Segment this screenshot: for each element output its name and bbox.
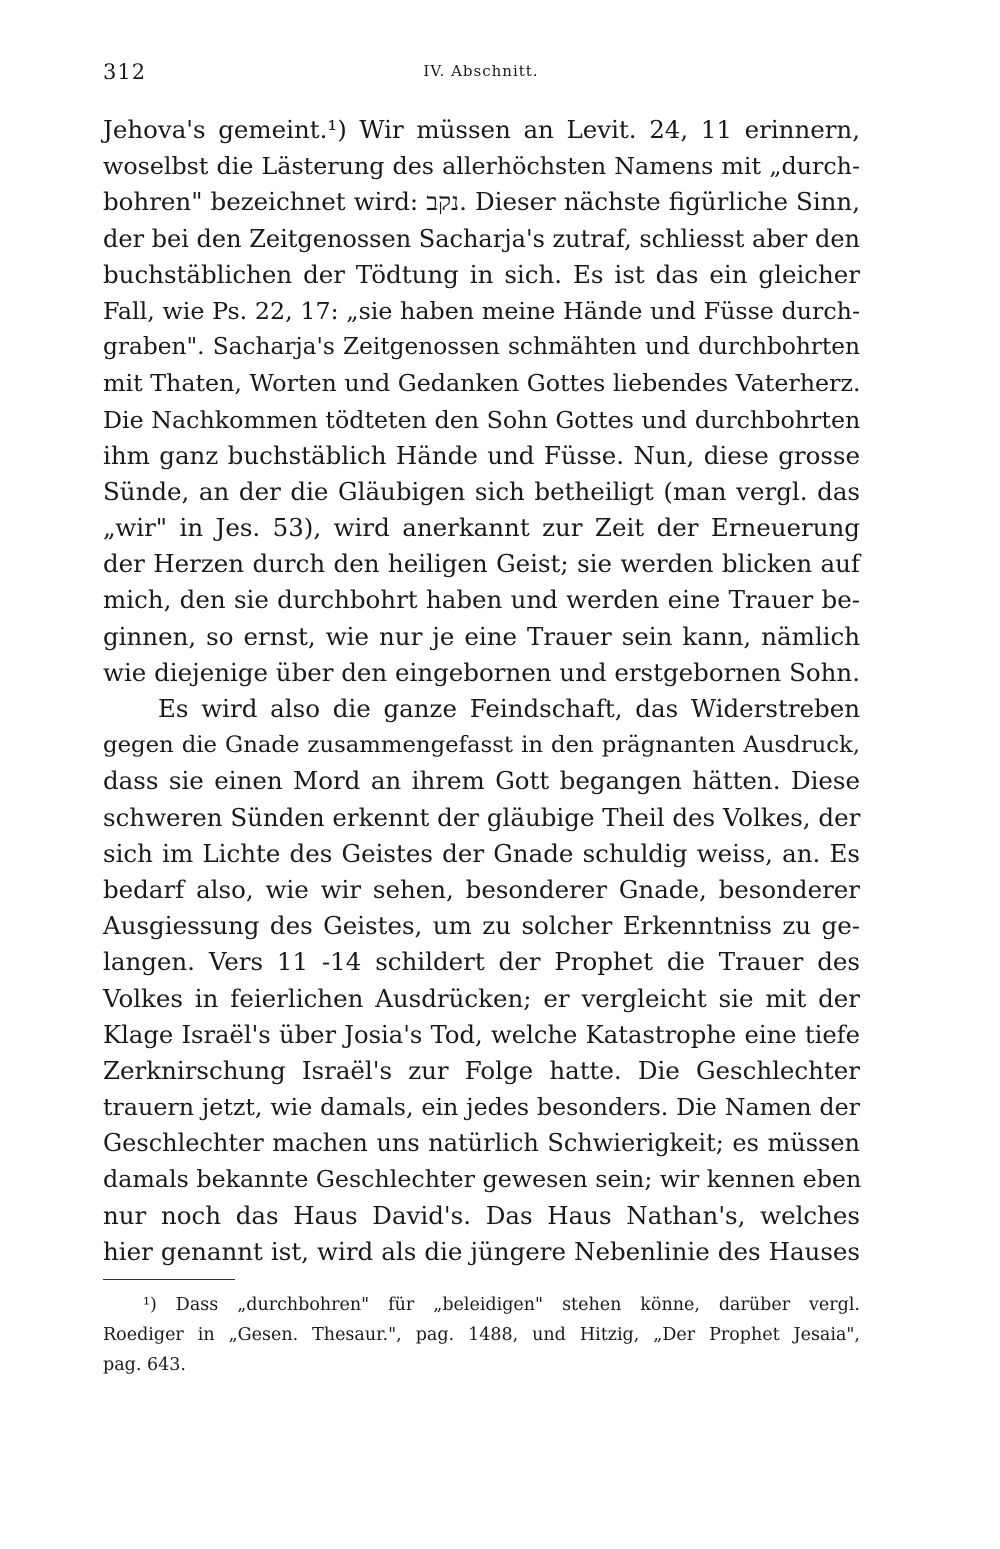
footnote-line: Roediger in „Gesen. Thesaur.", pag. 1488, und Hitzig, „Der Prophet Jesaia", xyxy=(103,1325,860,1345)
body-line: nur noch das Haus David's. Das Haus Nathan's, welches xyxy=(103,1200,860,1230)
body-line: trauern jetzt, wie damals, ein jedes besonders. Die Namen der xyxy=(103,1093,860,1122)
body-line: Jehova's gemeint.¹) Wir müssen an Levit. 24, 11 erinnern, xyxy=(103,115,860,144)
footnote-line: ¹) Dass „durchbohren" für „beleidigen" stehen könne, darüber vergl. xyxy=(143,1295,860,1315)
paragraph-end-line: wie diejenige über den eingebornen und erstgebornen Sohn. xyxy=(103,657,860,687)
paragraph-start-line: Es wird also die ganze Feindschaft, das Widerstreben xyxy=(158,694,860,723)
body-line: Ausgiessung des Geistes, um zu solcher Erkenntniss zu ge- xyxy=(103,911,860,941)
body-line: bohren" bezeichnet wird: נקב. Dieser nächste figürliche Sinn, xyxy=(103,187,861,217)
body-line: gegen die Gnade zusammengefasst in den prägnanten Ausdruck, xyxy=(103,732,860,759)
body-line: mit Thaten, Worten und Gedanken Gottes liebendes Vaterherz. xyxy=(103,369,861,398)
body-line: Sünde, an der die Gläubigen sich betheiligt (man vergl. das xyxy=(103,476,860,506)
body-line: bedarf also, wie wir sehen, besonderer Gnade, besonderer xyxy=(103,874,860,904)
body-line: Fall, wie Ps. 22, 17: „sie haben meine Hände und Füsse durch- xyxy=(103,296,860,325)
page-number: 312 xyxy=(103,60,147,84)
body-text xyxy=(103,112,860,1270)
body-line: der Herzen durch den heiligen Geist; sie werden blicken auf xyxy=(103,549,860,579)
body-line: hier genannt ist, wird als die jüngere Nebenlinie des Hauses xyxy=(103,1236,860,1266)
body-line: Klage Israël's über Josia's Tod, welche Katastrophe eine tiefe xyxy=(103,1019,860,1049)
body-line: Geschlechter machen uns natürlich Schwierigkeit; es müssen xyxy=(103,1129,860,1158)
body-line: buchstäblichen der Tödtung in sich. Es ist das ein gleicher xyxy=(103,259,860,289)
body-line: Volkes in feierlichen Ausdrücken; er vergleicht sie mit der xyxy=(103,983,860,1013)
body-line: ginnen, so ernst, wie nur je eine Trauer sein kann, nämlich xyxy=(103,621,860,651)
body-line: damals bekannte Geschlechter gewesen sein; wir kennen eben xyxy=(103,1165,862,1194)
body-line: „wir" in Jes. 53), wird anerkannt zur Zeit der Erneuerung xyxy=(103,513,860,543)
body-line: langen. Vers 11 -14 schildert der Prophet die Trauer des xyxy=(103,947,860,977)
footnote xyxy=(103,1290,860,1380)
body-line: schweren Sünden erkennt der gläubige Theil des Volkes, der xyxy=(103,802,861,832)
body-line: der bei den Zeitgenossen Sacharja's zutraf, schliesst aber den xyxy=(103,224,860,253)
footnote-line: pag. 643. xyxy=(103,1355,186,1375)
body-line: graben". Sacharja's Zeitgenossen schmähten und durchbohrten xyxy=(103,333,860,361)
footnote-rule xyxy=(103,1279,235,1280)
body-line: sich im Lichte des Geistes der Gnade schuldig weiss, an. Es xyxy=(103,838,860,868)
body-line: dass sie einen Mord an ihrem Gott begangen hätten. Diese xyxy=(103,766,860,796)
running-head: IV. Abschnitt. xyxy=(423,62,539,80)
body-line: mich, den sie durchbohrt haben und werden eine Trauer be- xyxy=(103,585,860,615)
body-line: Die Nachkommen tödteten den Sohn Gottes und durchbohrten xyxy=(103,405,861,434)
body-line: ihm ganz buchstäblich Hände und Füsse. Nun, diese grosse xyxy=(103,440,860,470)
body-line: woselbst die Lästerung des allerhöchsten Namens mit „durch- xyxy=(103,152,860,181)
body-line: Zerknirschung Israël's zur Folge hatte. Die Geschlechter xyxy=(103,1055,860,1085)
